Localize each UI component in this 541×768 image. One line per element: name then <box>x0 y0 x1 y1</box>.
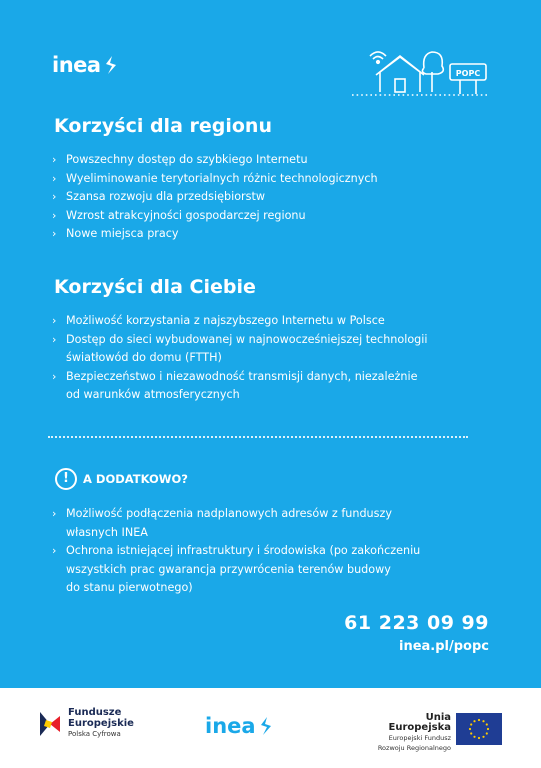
inea-logo-text: inea <box>52 53 101 77</box>
personal-benefits-list <box>52 312 428 405</box>
inea-footer-logo-text: inea <box>205 714 256 738</box>
tree-icon <box>422 52 443 92</box>
eu-flag-icon <box>456 713 502 745</box>
additionally-title: A DODATKOWO? <box>83 472 188 486</box>
ue-line1: Europejski Fundusz <box>388 734 451 742</box>
website-url: inea.pl/popc <box>399 639 489 654</box>
list-item: › Możliwość korzystania z najszybszego Internetu w Polsce <box>52 312 428 331</box>
chevron-right-icon: › <box>52 332 57 346</box>
list-item: › Ochrona istniejącej infrastruktury i środowiska (po zakończeniu wszystkich prac gwarancja przywrócenia terenów budowy do stanu pierwotnego) <box>52 544 421 594</box>
chevron-right-icon: › <box>52 190 57 203</box>
eu-star <box>473 736 475 738</box>
eu-star <box>469 728 471 730</box>
fe-line3: Polska Cyfrowa <box>68 730 121 738</box>
inea-logo <box>52 53 119 77</box>
fe-line1: Fundusze <box>68 707 122 718</box>
eu-star <box>482 720 484 722</box>
chevron-right-icon: › <box>52 153 57 166</box>
eu-star <box>487 728 489 730</box>
ue-title: Unia Europejska <box>388 712 451 733</box>
region-benefits-list <box>52 151 378 244</box>
list-item: › Wzrost atrakcyjności gospodarczej regionu <box>52 207 378 226</box>
chevron-right-icon: › <box>52 208 57 222</box>
chevron-right-icon: › <box>52 227 57 240</box>
eu-star <box>478 719 480 721</box>
ue-line2: Rozwoju Regionalnego <box>377 744 451 752</box>
chevron-right-icon: › <box>52 369 57 383</box>
dotted-divider <box>48 436 468 438</box>
eu-star <box>486 732 488 734</box>
section-region-title: Korzyści dla regionu <box>54 115 272 137</box>
eu-label <box>368 713 451 753</box>
chevron-right-icon: › <box>52 507 57 520</box>
list-item: › Powszechny dostęp do szybkiego Internetu <box>52 151 378 170</box>
popc-sign-text: POPC <box>455 69 481 78</box>
inea-swirl-icon <box>103 55 119 75</box>
list-item: › Szansa rozwoju dla przedsiębiorstw <box>52 188 378 207</box>
wifi-icon <box>370 52 386 59</box>
section-you-title: Korzyści dla Ciebie <box>54 276 256 298</box>
eu-star <box>470 732 472 734</box>
chevron-right-icon: › <box>52 314 57 327</box>
list-item: › Możliwość podłączenia nadplanowych adresów z funduszy własnych INEA <box>52 507 392 539</box>
list-item: › Dostęp do sieci wybudowanej w najnowocześniejszej technologii światłowód do domu (FTTH) <box>52 332 428 364</box>
chevron-right-icon: › <box>52 171 57 185</box>
additional-benefits-list <box>52 505 420 598</box>
eu-star <box>482 736 484 738</box>
fundusze-europejskie-logo <box>38 707 134 740</box>
house-wifi-illustration <box>350 42 490 102</box>
fe-star-icon <box>38 708 62 740</box>
fe-line2: Europejskie <box>68 718 134 729</box>
exclamation-icon: ! <box>55 468 77 490</box>
house-icon <box>376 56 424 92</box>
list-item: › Nowe miejsca pracy <box>52 225 378 244</box>
list-item: › Wyeliminowanie terytorialnych różnic technologicznych <box>52 170 378 189</box>
phone-number: 61 223 09 99 <box>344 612 489 634</box>
inea-swirl-icon <box>258 716 274 736</box>
chevron-right-icon: › <box>52 544 57 557</box>
list-item: › Bezpieczeństwo i niezawodność transmisji danych, niezależnie od warunków atmosferycznych <box>52 369 418 401</box>
eu-star <box>486 723 488 725</box>
eu-star <box>473 720 475 722</box>
inea-footer-logo <box>205 714 274 738</box>
eu-star <box>478 737 480 739</box>
eu-star <box>470 723 472 725</box>
